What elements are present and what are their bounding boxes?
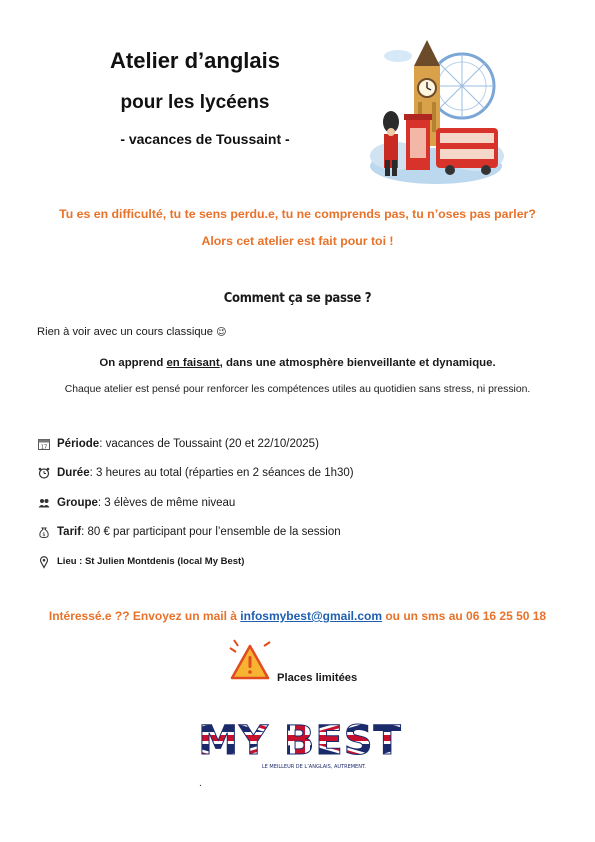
section-title: Comment ça se passe ? (223, 291, 372, 306)
detail-label: Période (57, 437, 100, 450)
people-icon (37, 496, 50, 509)
detail-tarif (37, 525, 341, 538)
warning-icon (228, 636, 272, 684)
footer-dot: . (199, 778, 202, 789)
paragraph-3: Chaque atelier est pensé pour renforcer les compétences utiles au quotidien sans stress, ni pression. (64, 384, 531, 395)
paragraph-1 (37, 326, 227, 338)
detail-duree (37, 466, 354, 479)
calendar-icon (37, 437, 50, 450)
paragraph-2-after: , dans une atmosphère bienveillante et dynamique. (219, 357, 496, 369)
detail-value: : 3 heures au total (réparties en 2 séances de 1h30) (89, 466, 354, 479)
alarm-clock-icon (37, 466, 50, 479)
intro-line-1: Tu es en difficulté, tu te sens perdu.e, tu ne comprends pas, tu n’oses pas parler? (59, 207, 536, 221)
title-line-1: Atelier d’anglais (110, 48, 280, 73)
london-illustration (366, 36, 506, 186)
contact-line (0, 609, 595, 623)
contact-after: ou un sms au 06 16 25 50 18 (382, 609, 547, 623)
places-limited: Places limitées (277, 672, 358, 684)
contact-before: Intéressé.e ?? Envoyez un mail à (48, 609, 241, 623)
detail-label: Lieu : St Julien Montdenis (local My Best) (57, 556, 245, 567)
logo-text: MY BEST (198, 718, 402, 764)
intro-line-2: Alors cet atelier est fait pour toi ! (201, 234, 394, 248)
title-line-3: - vacances de Toussaint - (120, 131, 290, 147)
detail-periode (37, 437, 319, 450)
detail-label: Tarif (57, 525, 82, 538)
money-bag-icon (37, 525, 50, 538)
my-best-logo (198, 716, 402, 774)
svg-text:17: 17 (40, 444, 47, 450)
location-pin-icon (37, 555, 50, 568)
title-line-2: pour les lycéens (120, 92, 270, 113)
detail-value: : vacances de Toussaint (20 et 22/10/2025) (99, 437, 319, 450)
paragraph-2 (0, 357, 595, 369)
paragraph-1-text: Rien à voir avec un cours classique (37, 326, 213, 338)
detail-label: Durée (57, 466, 90, 479)
detail-label: Groupe (57, 496, 98, 509)
paragraph-2-underlined: en faisant (166, 357, 220, 369)
detail-value: : 80 € par participant pour l’ensemble de la session (81, 525, 341, 538)
paragraph-2-before: On apprend (99, 357, 167, 369)
detail-value: : 3 élèves de même niveau (97, 496, 236, 509)
detail-lieu (37, 555, 244, 568)
logo-tagline: LE MEILLEUR DE L’ANGLAIS, AUTREMENT. (261, 764, 366, 770)
email-link[interactable]: infosmybest@gmail.com (240, 609, 383, 623)
detail-groupe (37, 496, 235, 509)
svg-text:$: $ (41, 531, 46, 538)
wink-emoji-icon: 😉 (216, 327, 227, 338)
